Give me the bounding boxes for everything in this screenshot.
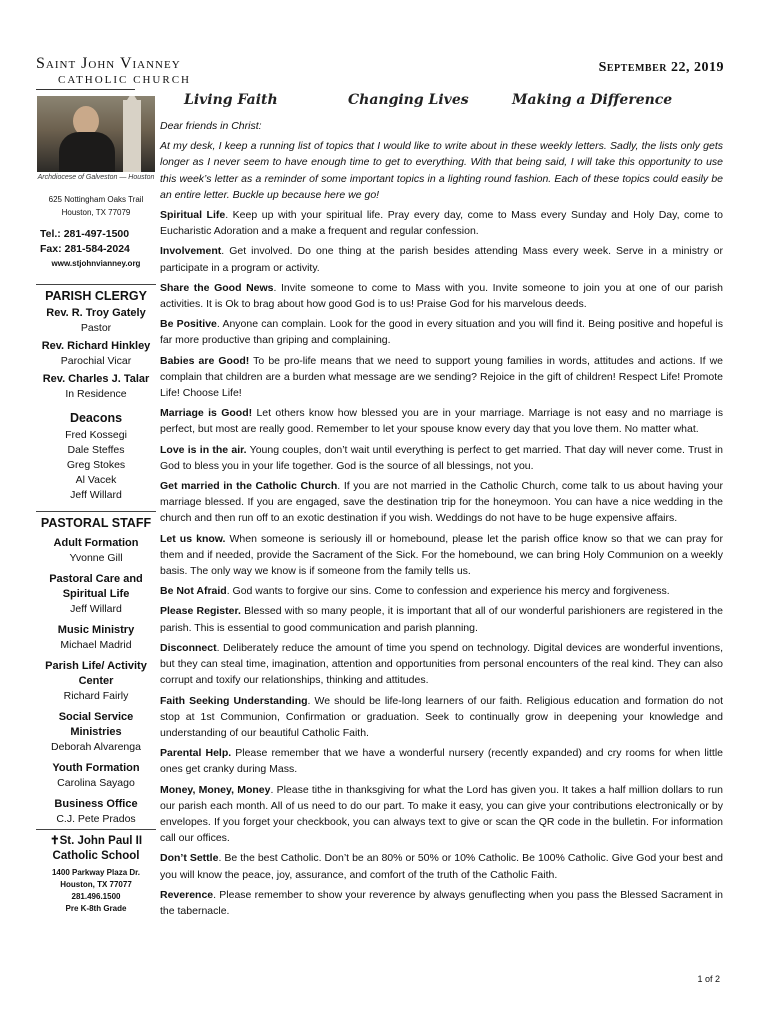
- address-line: Houston, TX 77079: [61, 208, 131, 217]
- clergy-title: Parochial Vicar: [60, 355, 132, 367]
- fax: Fax: 281-584-2024: [40, 243, 130, 255]
- pastor-letter: [160, 118, 723, 923]
- clergy-name: Rev. R. Troy Gately: [46, 307, 146, 319]
- letter-item-label: Money, Money, Money: [160, 783, 271, 796]
- tagline-changing-lives: Changing Lives: [348, 92, 469, 108]
- letter-item-label: Let us know.: [160, 532, 226, 545]
- letter-item: [160, 640, 723, 689]
- letter-item: [160, 782, 723, 847]
- school-name-text: St. John Paul II Catholic School: [52, 835, 143, 862]
- letter-item-text: Please remember that we have a wonderful nursery (recently expanded) and cry rooms for when little ones get cranky during Mass.: [160, 747, 723, 776]
- letter-item-label: Involvement: [160, 245, 222, 258]
- divider: [36, 511, 156, 512]
- clergy-title: In Residence: [65, 388, 127, 400]
- school-phone: 281.496.1500: [71, 892, 121, 901]
- clergy-heading: PARISH CLERGY: [45, 289, 147, 303]
- letter-item-text: When someone is seriously ill or homebound, please let the parish office know so that we can pray for them and if needed, provide the Sacrament of the Sick. For the homebound, we can bring Holy Communion on a weekly basis. The only way we know is if someone from the family tells us.: [160, 532, 724, 578]
- deacon-name: Fred Kossegi: [65, 429, 127, 441]
- letter-item: [160, 478, 723, 527]
- letter-item-label: Babies are Good!: [160, 354, 250, 367]
- divider: [36, 284, 156, 285]
- letter-item-text: . Deliberately reduce the amount of time you spend on technology. Digital devices are wonderful inventions, but they can steal time, imagination, attention and opportunities from personal encounters of the real kind. They can also corrupt and toxify our relationships, thinking and attitudes.: [160, 641, 723, 687]
- letter-item-text: . Anyone can complain. Look for the good in every situation and you will find it. Being positive and hopeful is far more productive than griping and complaining.: [160, 318, 723, 347]
- letter-greeting: Dear friends in Christ:: [160, 120, 262, 132]
- letter-item-text: . We should be life-long learners of our faith. Religious education and formation do not stop at 1st Communion, Confirmation or graduation. Seek to continually grow in deepening your knowledge and understanding of our beautiful Catholic Faith.: [160, 694, 723, 739]
- letter-item-text: . Please remember to show your reverence by always genuflecting when you pass the Blessed Sacrament in the tabernacle.: [160, 888, 723, 917]
- cross-icon: ✝: [49, 835, 60, 847]
- letter-item-text: . God wants to forgive our sins. Come to confession and experience his mercy and forgiveness.: [226, 585, 670, 598]
- website-link[interactable]: www.stjohnvianney.org: [51, 259, 141, 268]
- letter-item-text: . Get involved. Do one thing at the parish besides attending Mass every week. Serve in a ministry or participate in a program or activity.: [160, 245, 723, 274]
- school-city: Houston, TX 77077: [60, 880, 132, 889]
- letter-intro: At my desk, I keep a running list of topics that I would like to write about in these weekly letters. Sadly, the lists only gets longer as I never seem to have enough time to get to everything. With that being said, I will take this opportunity to use this week’s letter as a reminder of some important topics in a lighting round fashion. Each of these topics could easily be an entire letter. Buckle up because here we go!: [160, 140, 723, 201]
- letter-item-text: . Invite someone to come to Mass with you. Invite someone to join you at one of our parish activities. It is Ok to brag about how good God is to us! Praise God for his marvelous deeds.: [160, 281, 723, 311]
- clergy-name: Rev. Richard Hinkley: [41, 340, 151, 352]
- letter-item-label: Parental Help.: [160, 747, 232, 760]
- letter-item: [160, 693, 723, 742]
- staff-role: Social Service Ministries: [58, 711, 134, 738]
- staff-name: Carolina Sayago: [57, 777, 135, 789]
- parish-logo-name: Saint John Vianney: [36, 55, 181, 72]
- deacon-name: Jeff Willard: [70, 489, 122, 501]
- staff-role: Business Office: [54, 798, 138, 810]
- letter-item: [160, 207, 723, 239]
- letter-item: [160, 243, 723, 275]
- contact-phones: [36, 227, 156, 257]
- letter-item: [160, 887, 723, 919]
- staff-name: C.J. Pete Prados: [56, 813, 136, 825]
- staff-role: Adult Formation: [53, 537, 139, 549]
- address-line: 625 Nottingham Oaks Trail: [48, 195, 144, 204]
- letter-item: [160, 583, 723, 599]
- parish-logo-subtitle: CATHOLIC CHURCH: [58, 74, 191, 86]
- letter-item-text: . Keep up with your spiritual life. Pray every day, come to Mass every Sunday and Holy Day, come to Eucharistic Adoration and a make a frequent and regular confession.: [160, 209, 724, 238]
- parish-address: [36, 193, 156, 219]
- school-address: 1400 Parkway Plaza Dr.: [51, 868, 141, 877]
- letter-item: [160, 850, 723, 882]
- staff-role: Pastoral Care and Spiritual Life: [49, 573, 143, 600]
- letter-item-label: Share the Good News: [160, 281, 274, 294]
- staff-role: Music Ministry: [57, 624, 135, 636]
- letter-item-text: Blessed with so many people, it is important that all of our wonderful parishioners are registered in the parish. This is essential to good communication and parish planning.: [160, 605, 723, 634]
- letter-item: [160, 745, 723, 777]
- letter-item: [160, 280, 723, 312]
- letter-item-label: Get married in the Catholic Church: [160, 480, 338, 493]
- letter-item-text: Let others know how blessed you are in your marriage. Marriage is not easy and no marriage is perfect, but most are really good. Remember to let your spouse know every day that you love them. No matter what.: [160, 407, 723, 436]
- staff-role: Youth Formation: [52, 762, 140, 774]
- letter-item-text: . Please tithe in thanksgiving for what the Lord has given you. It takes a half million dollars to run our parish each month. All of us need to do our part. To make it easy, you can give your contributions electronically or by envelopes. If you forget your checkbook, you can always text to give or scan the QR code in the bulletin. For information call our offices.: [160, 783, 723, 845]
- staff-name: Deborah Alvarenga: [51, 741, 141, 753]
- deacon-name: Dale Steffes: [67, 444, 125, 456]
- letter-item-label: Be Positive: [160, 318, 217, 331]
- sidebar: [36, 96, 156, 915]
- letter-item: [160, 442, 723, 474]
- staff-heading: PASTORAL STAFF: [40, 516, 152, 530]
- diocese-label: Archdiocese of Galveston — Houston: [37, 174, 155, 181]
- staff-name: Michael Madrid: [60, 639, 132, 651]
- letter-item-label: Don’t Settle: [160, 852, 219, 865]
- letter-item: [160, 353, 723, 402]
- letter-item: [160, 405, 723, 437]
- staff-name: Richard Fairly: [63, 690, 129, 702]
- letter-item-text: Young couples, don’t wait until everything is perfect to get married. That day will never come. Trust in God to bless you in your life together. God is the source of all blessings, not you.: [160, 443, 723, 472]
- school-grades: Pre K-8th Grade: [65, 904, 127, 913]
- letter-item-label: Disconnect: [160, 641, 217, 654]
- letter-item-label: Faith Seeking Understanding: [160, 694, 308, 707]
- letter-item-text: . Be the best Catholic. Don’t be an 80% or 50% or 10% Catholic. Be 100% Catholic. Give God your best and you will know the peace, joy, assurance, and comfort of the truth of the Catholic Faith.: [160, 852, 723, 881]
- letter-item-label: Spiritual Life: [160, 209, 226, 222]
- letter-item-label: Be Not Afraid: [160, 585, 227, 598]
- header-divider: [36, 89, 135, 90]
- deacon-name: Greg Stokes: [66, 459, 126, 471]
- letter-item: [160, 603, 723, 635]
- staff-name: Jeff Willard: [70, 603, 122, 615]
- deacons-heading: Deacons: [69, 411, 123, 425]
- patron-saint-photo: [37, 96, 155, 172]
- letter-item-label: Marriage is Good!: [160, 407, 253, 420]
- letter-item-label: Love is in the air.: [160, 443, 247, 456]
- clergy-name: Rev. Charles J. Talar: [42, 373, 150, 385]
- letter-item-label: Please Register.: [160, 605, 241, 618]
- letter-item-text: . If you are not married in the Catholic Church, come talk to us about having your marriage blessed. If you are engaged, save the destination trip for the honeymoon. You can have a nice wedding in the church and then run off to an exotic destination if you wish. Weddings do not have to be huge expensive affairs.: [160, 480, 723, 525]
- letter-item: [160, 531, 723, 580]
- tagline-making-difference: Making a Difference: [512, 92, 673, 108]
- clergy-title: Pastor: [80, 322, 112, 334]
- tagline-living-faith: Living Faith: [184, 92, 278, 108]
- telephone: Tel.: 281-497-1500: [40, 228, 130, 240]
- letter-item-label: Reverence: [160, 888, 214, 901]
- letter-item-text: To be pro-life means that we need to support young families in words, attitudes and actions. If we complain that children are a burden what message are we sending? Rejoice in the gift of children! Respect Life! Promote Life! Choose Life!: [160, 354, 723, 400]
- staff-role: Parish Life/ Activity Center: [45, 660, 147, 687]
- letter-item: [160, 316, 723, 348]
- staff-name: Yvonne Gill: [69, 552, 123, 564]
- page-number: 1 of 2: [697, 974, 720, 984]
- divider: [36, 829, 156, 830]
- letter-items: [160, 207, 723, 919]
- school-name: [36, 834, 156, 864]
- bulletin-date: September 22, 2019: [598, 60, 724, 75]
- deacon-name: Al Vacek: [75, 474, 117, 486]
